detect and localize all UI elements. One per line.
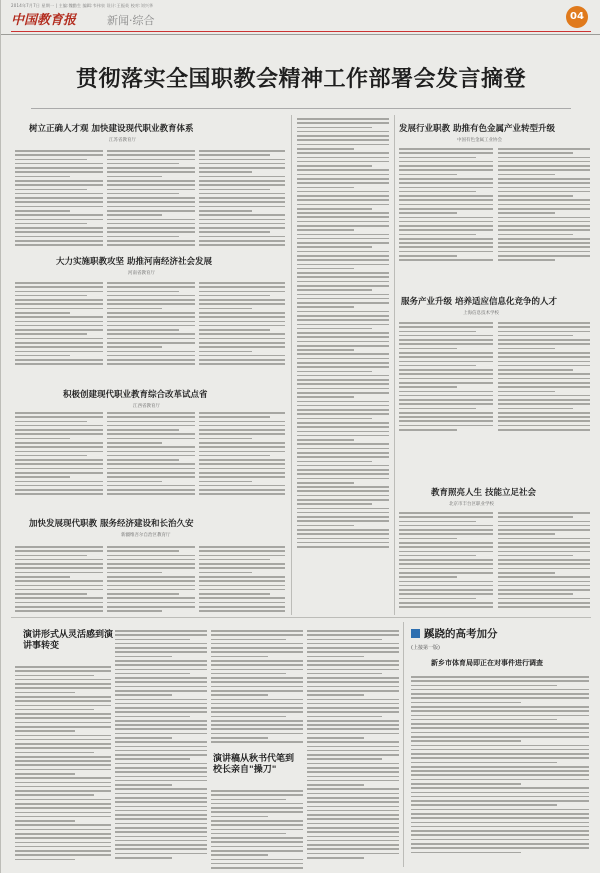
bottom-mid-story (213, 754, 301, 776)
middle-column-text (297, 118, 389, 550)
story-title: 演讲形式从灵活感到演讲事转变 (23, 630, 114, 651)
article-title: 树立正确人才观 加快建设现代职业教育体系 (29, 124, 194, 134)
bottom-col-2 (115, 630, 207, 861)
article-7-heading (431, 486, 536, 507)
article-author: 江西省教育厅 (133, 404, 160, 409)
column-divider (291, 115, 292, 615)
article-title: 教育照亮人生 技能立足社会 (431, 488, 536, 498)
article-title: 积极创建现代职业教育综合改革试点省 (63, 390, 208, 400)
story-title: 演讲稿从秋书代笔到校长亲自"操刀" (213, 754, 295, 775)
bottom-col-4 (307, 630, 399, 861)
article-author: 江苏省教育厅 (109, 138, 136, 143)
article-title: 服务产业升级 培养适应信息化竞争的人才 (401, 297, 557, 307)
sidebar-story-title-text: 蹊跷的高考加分 (424, 628, 498, 640)
sidebar-story-subheading (431, 658, 543, 668)
newspaper-logo: 中国教育报 (11, 13, 77, 28)
article-title: 大力实施职教攻坚 助推河南经济社会发展 (56, 257, 212, 267)
bottom-col-3-top (211, 630, 303, 746)
article-6-heading (401, 295, 557, 316)
article-4-col-1 (15, 546, 103, 615)
column-divider (403, 622, 404, 867)
bottom-left-text (15, 666, 111, 863)
section-name: 新闻·综合 (107, 14, 155, 27)
article-2-col-2 (107, 282, 195, 368)
article-4-col-2 (107, 546, 195, 615)
headline-rule (31, 108, 571, 109)
article-5-col-1 (399, 148, 493, 264)
article-1-col-2 (107, 150, 195, 248)
sidebar-story-byline: (上接第一版) (411, 645, 440, 651)
article-3-col-2 (107, 412, 195, 498)
article-2-col-1 (15, 282, 103, 368)
issue-meta: 2014年7月7日 星期一 | 主编:魏勤生 编辑:韦伟泉 设计:王振英 校对:刘兴华 (11, 3, 154, 8)
article-3-col-1 (15, 412, 103, 498)
sidebar-story-text (411, 676, 589, 856)
article-author: 新疆维吾尔自治区教育厅 (121, 533, 171, 538)
sidebar-story-title (411, 626, 498, 641)
masthead (1, 0, 600, 35)
article-4-col-3 (199, 546, 285, 615)
article-2-heading (56, 255, 212, 276)
article-1-heading (29, 122, 193, 143)
column-divider (394, 115, 395, 615)
article-1-col-1 (15, 150, 103, 248)
masthead-divider (11, 31, 591, 32)
article-3-col-3 (199, 412, 285, 498)
article-author: 河南省教育厅 (128, 271, 155, 276)
page-number-badge: 04 (566, 6, 588, 28)
article-7-col-1 (399, 512, 493, 610)
article-1-col-3 (199, 150, 285, 248)
bottom-col-3-bottom (211, 790, 303, 871)
article-4-heading (29, 517, 193, 538)
section-divider (11, 617, 591, 618)
article-5-heading (399, 122, 555, 143)
sidebar-story-subtitle: 新乡市体育局即正在对事件进行调查 (431, 659, 543, 667)
article-author: 北京市丰台区职业学校 (449, 502, 494, 507)
article-title: 加快发展现代职教 服务经济建设和长治久安 (29, 519, 194, 529)
article-6-col-2 (498, 322, 590, 433)
page-headline: 贯彻落实全国职教会精神工作部署会发言摘登 (75, 67, 526, 92)
sidebar-story-heading (411, 626, 498, 651)
article-author: 中国有色金属工业协会 (457, 138, 502, 143)
article-title: 发展行业职教 助推有色金属产业转型升级 (399, 124, 555, 134)
article-2-col-3 (199, 282, 285, 368)
article-7-col-2 (498, 512, 590, 610)
headline-marker-icon (411, 629, 420, 638)
article-3-heading (63, 388, 208, 409)
article-5-col-2 (498, 148, 590, 264)
bottom-left-story (23, 630, 113, 652)
article-6-col-1 (399, 322, 493, 433)
article-author: 上海信息技术学校 (463, 311, 499, 316)
